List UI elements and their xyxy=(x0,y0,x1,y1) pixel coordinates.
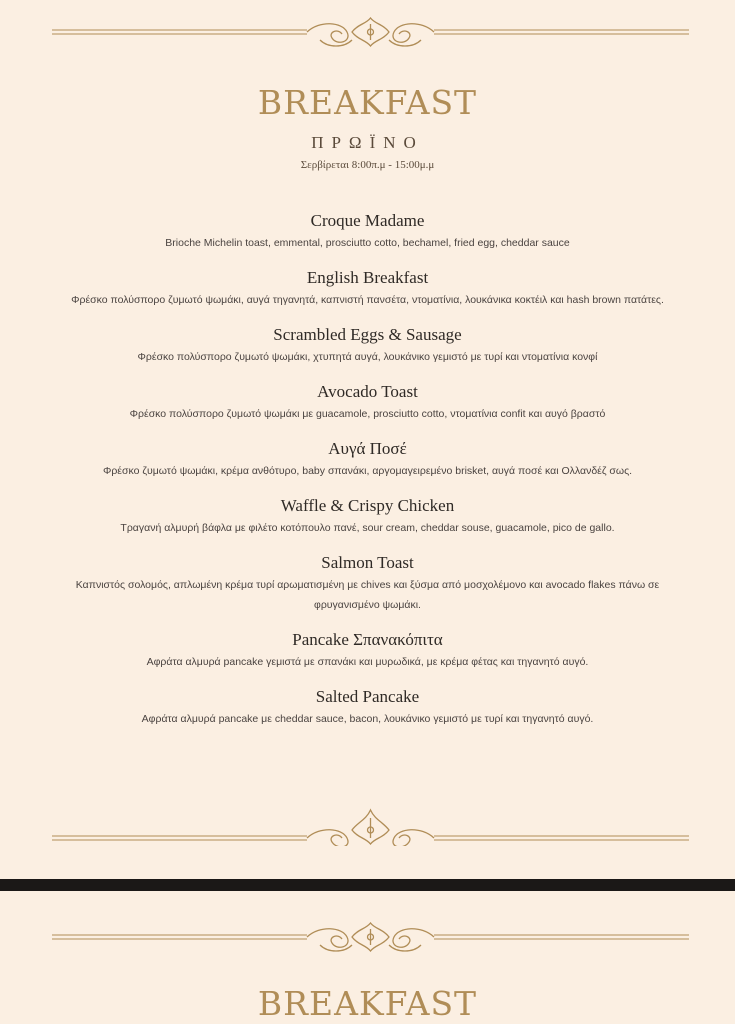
item-description: Τραγανή αλμυρή βάφλα με φιλέτο κοτόπουλο πανέ, sour cream, cheddar souse, guacamole, pico de gallo. xyxy=(120,522,615,534)
item-name: Avocado Toast xyxy=(317,382,418,401)
menu-item xyxy=(70,324,665,367)
item-description: Φρέσκο ζυμωτό ψωμάκι, κρέμα ανθότυρο, baby σπανάκι, αργομαγειρεμένο brisket, αυγά ποσέ και Ολλανδέζ σως. xyxy=(102,465,633,477)
menu-item xyxy=(70,210,665,253)
next-menu-title: BREAKFAST xyxy=(257,984,478,1023)
item-name: Croque Madame xyxy=(310,211,425,230)
item-description: Αφράτα αλμυρά pancake με cheddar sauce, bacon, λουκάνικο γεμιστό με τυρί και τηγανητό αυγό. xyxy=(141,713,594,725)
menu-item xyxy=(70,495,665,538)
item-name: Αυγά Ποσέ xyxy=(328,439,407,458)
serving-hours: Σερβίρεται 8:00π.μ - 15:00μ.μ xyxy=(300,159,435,171)
page-separator xyxy=(0,879,735,891)
item-description: Αφράτα αλμυρά pancake γεμιστά με σπανάκι και μυρωδικά, με κρέμα φέτας και τηγανητό αυγό. xyxy=(146,656,589,668)
item-name: Waffle & Crispy Chicken xyxy=(280,496,455,515)
menu-item xyxy=(70,381,665,424)
item-description: Φρέσκο πολύσπορο ζυμωτό ψωμάκι, αυγά τηγανητά, καπνιστή πανσέτα, ντοματίνια, λουκάνικα κοκτέιλ και hash brown πατάτες. xyxy=(71,294,664,306)
item-name: Salted Pancake xyxy=(315,687,420,706)
menu-title: BREAKFAST xyxy=(257,83,478,122)
item-name: English Breakfast xyxy=(306,268,429,287)
menu-item xyxy=(70,629,665,672)
item-name: Scrambled Eggs & Sausage xyxy=(273,325,462,344)
item-description: Brioche Michelin toast, emmental, prosciutto cotto, bechamel, fried egg, cheddar sauce xyxy=(165,237,570,249)
item-description: Φρέσκο πολύσπορο ζυμωτό ψωμάκι με guacamole, prosciutto cotto, ντοματίνια confit και αυγό βραστό xyxy=(129,408,606,420)
item-description: Καπνιστός σολομός, απλωμένη κρέμα τυρί αρωματισμένη με chives και ξύσμα από μοσχολέμονο και avocado flakes πάνω σε φρυγανισμένο ψωμάκι. xyxy=(75,579,660,611)
menu-item xyxy=(70,552,665,615)
menu-items-list xyxy=(70,210,665,743)
menu-item xyxy=(70,438,665,481)
menu-subtitle: ΠΡΩΪΝΟ xyxy=(311,133,424,152)
item-name: Pancake Σπανακόπιτα xyxy=(292,630,443,649)
item-description: Φρέσκο πολύσπορο ζυμωτό ψωμάκι, χτυπητά αυγά, λουκάνικο γεμιστό με τυρί και ντοματίνια κονφί xyxy=(137,351,598,363)
top-ornament-icon xyxy=(52,14,689,54)
next-menu-card xyxy=(0,891,735,1024)
next-top-ornament-icon xyxy=(52,919,689,959)
item-name: Salmon Toast xyxy=(321,553,414,572)
bottom-ornament-icon xyxy=(52,806,689,846)
menu-item xyxy=(70,267,665,310)
menu-item xyxy=(70,686,665,729)
